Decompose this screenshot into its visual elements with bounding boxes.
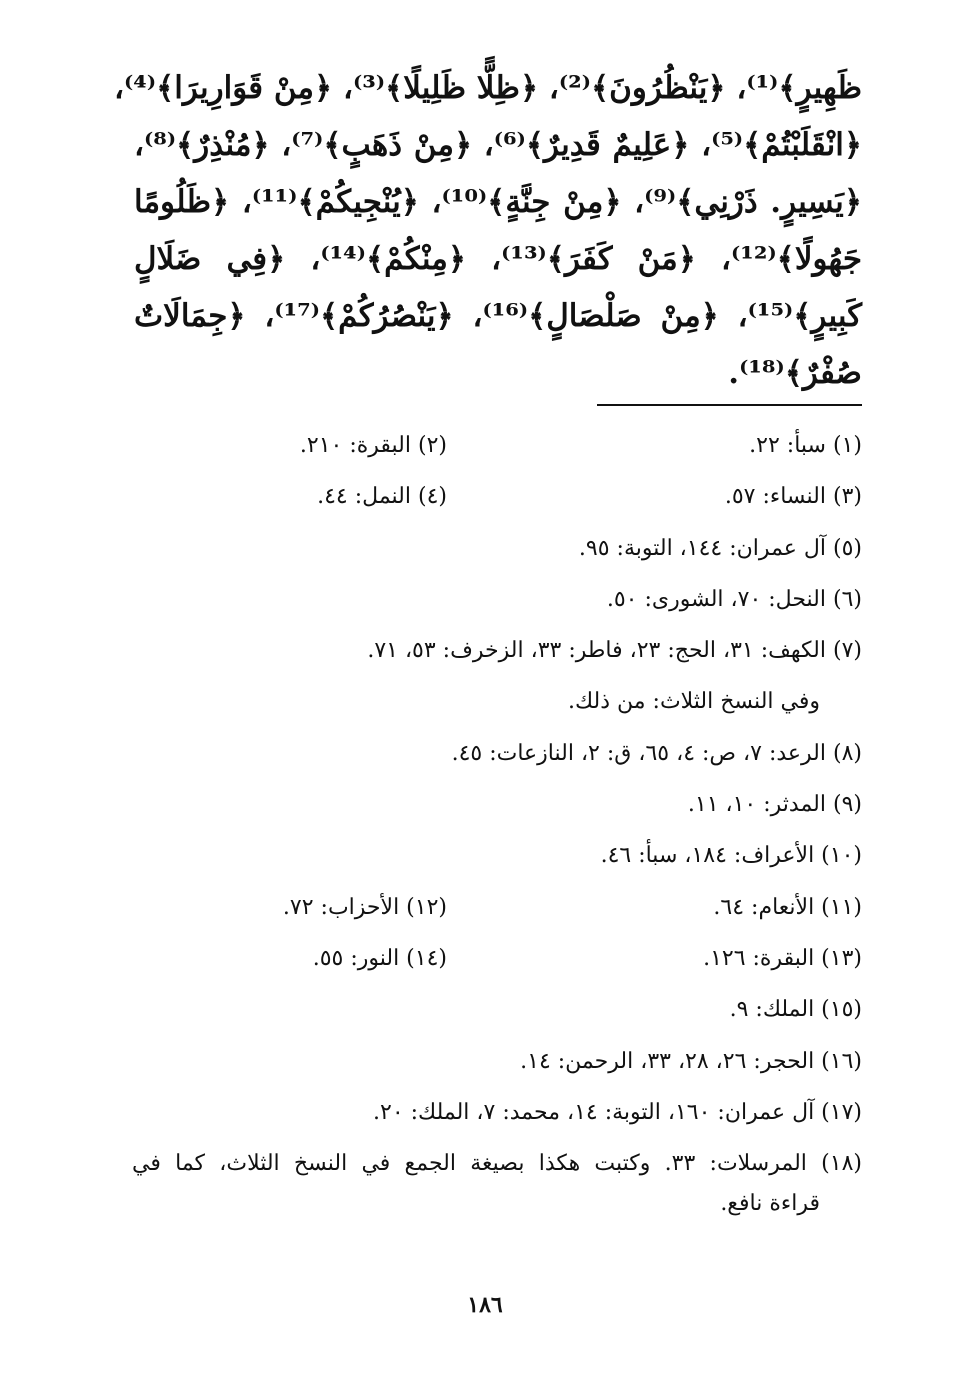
footnote-18-continuation: قراءة نافع.	[720, 1191, 820, 1217]
footnote-row	[132, 734, 862, 785]
footnote-row	[132, 682, 862, 733]
footnote-row	[132, 580, 862, 631]
main-text-line: جَهُولًا﴾⁽¹²⁾، ﴿مَنْ كَفَرَ﴾⁽¹³⁾، ﴿مِنْكُمْ﴾⁽¹⁴⁾، ﴿فِي ضَلَالٍ	[134, 241, 862, 277]
page-number: ١٨٦	[467, 1292, 503, 1318]
footnote-1: (١) سبأ: ٢٢.	[749, 433, 862, 458]
footnote-5: (٥) آل عمران: ١٤٤، التوبة: ٩٥.	[578, 535, 862, 561]
footnote-row	[132, 785, 862, 836]
footnote-14: (١٤) النور: ٥٥.	[312, 945, 447, 971]
footnote-row	[132, 426, 862, 477]
footnote-separator	[597, 404, 862, 406]
footnote-18: (١٨) المرسلات: ٣٣. وكتبت هكذا بصيغة الجمع في النسخ الثلاث، كما في	[132, 1151, 862, 1177]
footnote-10: (١٠) الأعراف: ١٨٤، سبأ: ٤٦.	[600, 843, 862, 869]
main-text-line: ظَهِيرٍ﴾⁽¹⁾، ﴿يَنْظُرُونَ﴾⁽²⁾، ﴿ظِلًّا ظَلِيلًا﴾⁽³⁾، ﴿مِنْ قَوَارِيرَا﴾⁽⁴⁾،	[114, 70, 862, 106]
footnote-8: (٨) الرعد: ٧، ص: ٤، ٦٥، ق: ٢، النازعات: ٤٥.	[451, 740, 862, 766]
main-text-line: صُفْرٌ﴾⁽¹⁸⁾.	[728, 355, 862, 391]
footnote-12: (١٢) الأحزاب: ٧٢.	[282, 894, 447, 920]
footnote-13: (١٣) البقرة: ١٢٦.	[703, 945, 862, 971]
footnote-4: (٤) النمل: ٤٤.	[317, 484, 447, 510]
footnote-3: (٣) النساء: ٥٧.	[724, 484, 862, 510]
footnote-row	[132, 1093, 862, 1144]
main-text-line: ﴿يَسِيرٍ. ذَرْنِي﴾⁽⁹⁾، ﴿مِنْ جِنَّةٍ﴾⁽¹⁰⁾، ﴿يُنْجِيكُمْ﴾⁽¹¹⁾، ﴿ظَلُومًا	[134, 184, 862, 220]
footnote-row	[132, 939, 862, 990]
footnote-row	[132, 836, 862, 887]
footnote-17: (١٧) آل عمران: ١٦٠، التوبة: ١٤، محمد: ٧، الملك: ٢٠.	[373, 1099, 862, 1125]
footnote-row	[132, 888, 862, 939]
main-text-line: كَبِيرٍ﴾⁽¹⁵⁾، ﴿مِنْ صَلْصَالٍ﴾⁽¹⁶⁾، ﴿يَنْصُرُكُمْ﴾⁽¹⁷⁾، ﴿جِمَالَاتٌ	[134, 298, 863, 334]
footnote-row	[132, 529, 862, 580]
footnote-7-continuation: وفي النسخ الثلاث: من ذلك.	[567, 689, 820, 715]
footnote-6: (٦) النحل: ٧٠، الشورى: ٥٠.	[606, 586, 862, 612]
footnote-2: (٢) البقرة: ٢١٠.	[299, 433, 447, 458]
footnote-row	[132, 631, 862, 682]
footnotes	[132, 426, 862, 1224]
footnote-row	[132, 1042, 862, 1093]
footnote-row	[132, 990, 862, 1041]
footnote-16: (١٦) الحجر: ٢٦، ٢٨، ٣٣، الرحمن: ١٤.	[520, 1048, 862, 1074]
footnote-row	[132, 477, 862, 528]
footnote-11: (١١) الأنعام: ٦٤.	[713, 894, 862, 920]
main-text-line: ﴿انْقَلَبْتُمْ﴾⁽⁵⁾، ﴿عَلِيمٌ قَدِيرٌ﴾⁽⁶⁾، ﴿مِنْ ذَهَبٍ﴾⁽⁷⁾، ﴿مُنْذِرٌ﴾⁽⁸⁾،	[134, 127, 862, 163]
footnote-7: (٧) الكهف: ٣١، الحج: ٢٣، فاطر: ٣٣، الزخرف: ٥٣، ٧١.	[367, 638, 862, 664]
footnote-15: (١٥) الملك: ٩.	[729, 997, 862, 1023]
footnote-9: (٩) المدثر: ١٠، ١١.	[687, 792, 862, 818]
quran-words-list	[114, 60, 863, 402]
